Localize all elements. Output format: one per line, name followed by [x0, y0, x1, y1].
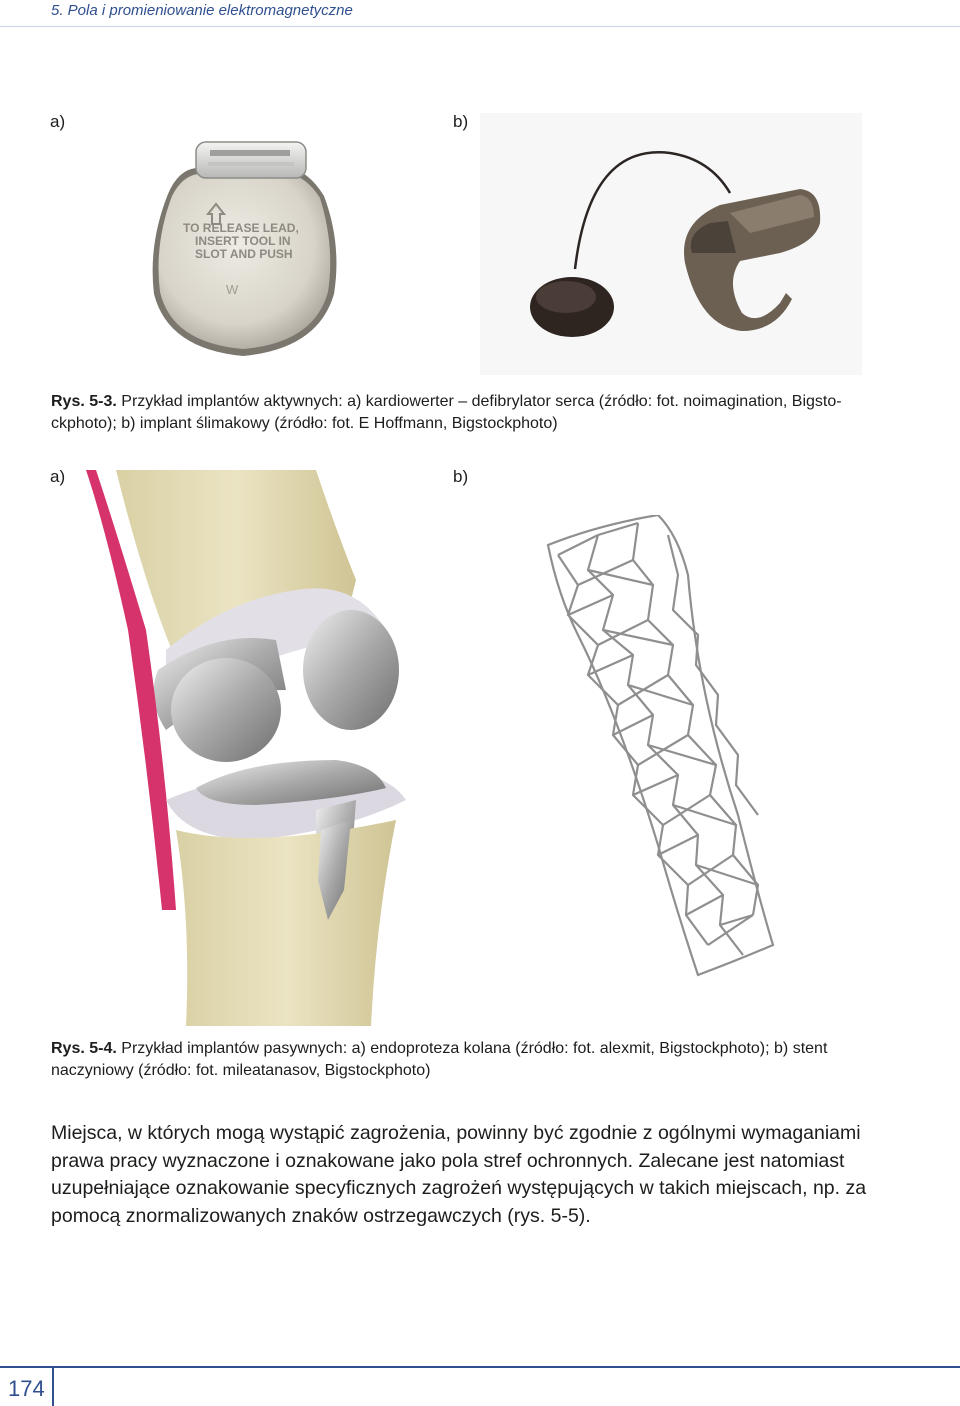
figure-4-caption [51, 1038, 871, 1082]
defibrillator-photo [138, 134, 348, 362]
figure-3-label-a: a) [50, 112, 66, 131]
footer-divider [52, 1366, 54, 1406]
page-number: 174 [8, 1376, 45, 1401]
cochlear-implant-photo [480, 113, 862, 375]
figure-4-caption-text: Przykład implantów pasywnych: a) endoproteza kolana (źródło: fot. alexmit, Bigstockphoto); b) stent naczyniowy (źródło: fot. mileatanasov, Bigstockphoto) [51, 1040, 828, 1079]
figure-4-label-a: a) [50, 467, 66, 486]
figure-3-label-b: b) [453, 112, 469, 131]
running-header: 5. Pola i promieniowanie elektromagnetyczne [51, 2, 353, 19]
vascular-stent-photo [538, 515, 780, 980]
knee-endoprosthesis-photo [86, 470, 476, 1026]
figure-4-label-b: b) [453, 467, 469, 486]
device-text-line-3: SLOT AND PUSH [195, 247, 293, 261]
device-mark: W [226, 282, 239, 297]
device-text-line-1: TO RELEASE LEAD, [183, 221, 299, 235]
figure-4-number: Rys. 5-4. [51, 1040, 117, 1057]
body-paragraph: Miejsca, w których mogą wystąpić zagrożenia, powinny być zgodnie z ogólnymi wymaganiami prawa pracy wyznaczone i oznakowane jako pola stref ochronnych. Zalecane jest natomiast uzupełniające oznakowanie specyficznych zagrożeń występujących w takich miejscach, np. za pomocą znormalizowanych znaków ostrzegawczych (rys. 5-5). [51, 1122, 867, 1227]
figure-3-caption [51, 391, 871, 435]
footer-rule [0, 1366, 960, 1368]
figure-3-caption-text: Przykład implantów aktywnych: a) kardiowerter – defibrylator serca (źródło: fot. noimagination, Bigsto-ckphoto); b) implant ślimakowy (źródło: fot. E Hoffmann, Bigstockphoto) [51, 393, 842, 432]
header-rule [0, 26, 960, 27]
device-text-line-2: INSERT TOOL IN [195, 234, 291, 248]
figure-3-number: Rys. 5-3. [51, 393, 117, 410]
